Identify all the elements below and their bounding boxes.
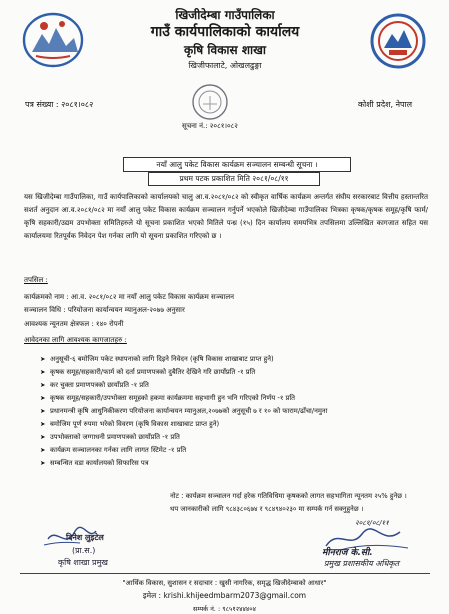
- list-item: ➤ कार्यक्रम सञ्चालनका गर्नका लागि लागत स्टिमेट -१ प्रति: [40, 444, 432, 457]
- notice-number: सूचना नं.: २०८१।०८२: [182, 122, 238, 130]
- province-location: कोशी प्रदेश, नेपाल: [358, 100, 413, 109]
- emblem-logo-left: [22, 12, 84, 68]
- documents-heading: आवेदनका लागि आवश्यक कागजातहरु :: [24, 336, 127, 344]
- signatory-right-designation: प्रमुख प्रशासकीय अधिकृत: [324, 559, 400, 568]
- footer-email: इमेल : krishi.khijeedmbarm2073@gmail.com: [142, 591, 307, 600]
- office-name: गाउँ कार्यपालिकाको कार्यालय: [150, 24, 300, 40]
- footer-phone: सम्पर्क नं. : ९८५१२४४४०४: [192, 605, 256, 613]
- list-item: ➤ कर चुक्ता प्रमाणपत्रको छायाँप्रति -१ प्रति: [40, 379, 432, 392]
- list-item: ➤ कृषक समूह/सहकारी/फार्म को दर्ता प्रमाणपत्रको दुबैतिर देखिने गरि छायाँप्रति -१ प्रति: [40, 366, 432, 379]
- section-name: कृषि विकास शाखा: [183, 43, 267, 57]
- list-item: ➤ कृषक समूह/सहकारी/उपभोक्ता समूहको हकमा कार्यक्रममा सहभागी हुन भनि गरिएको निर्णय -१ प्रति: [40, 392, 432, 405]
- footer-divider: [20, 573, 430, 574]
- signatory-left-rank: (प्रा.स.): [72, 546, 96, 555]
- cost-sharing-note: नोट : कार्यक्रम सञ्चालन गर्दा हरेक गतिविधिमा कृषकको लागत सहभागिता न्यूनतम २५% हुनेछ ।: [170, 492, 407, 500]
- documents-list: [40, 353, 432, 470]
- list-item: ➤ उपभोक्ताको जग्गाधनी प्रमाणपत्रको छायाँप्रति -१ प्रति: [40, 431, 432, 444]
- operation-method: सञ्चालन विधि : परियोजना कार्यान्वयन म्यानुअल-२०७७ अनुसार: [24, 306, 185, 314]
- office-address: खिजीफालाटे, ओखलढुङ्गा: [188, 61, 262, 70]
- signatory-left-name: दिनेश लुइटेल: [66, 533, 104, 542]
- emblem-logo-right: [369, 12, 427, 70]
- notice-title: नयाँ आलु पकेट विकास कार्यक्रम सञ्चालन सम्बन्धी सूचना ।: [123, 157, 351, 172]
- program-name: कार्यक्रमको नाम : आ.व. २०८१/०८२ मा नयाँ आलु पकेट विकास कार्यक्रम सञ्चालन: [24, 293, 235, 301]
- tapasil-heading: तपसिल :: [24, 276, 48, 284]
- contact-note: थप जानकारीको लागि ९८४३८०६७४ र ९८४९४०२३० मा सम्पर्क गर्न सक्नुहुनेछ ।: [170, 505, 364, 513]
- footer-slogan: "आर्थिक विकास, सुशासन र सदाचार : खुसी नागरिक, समृद्ध खिजीदेम्बाको आधार": [122, 579, 327, 587]
- signature-date: २०८१/०८/११: [355, 519, 389, 527]
- signatory-right-name: मीनराज के.सी.: [322, 548, 373, 558]
- list-item: ➤ बमोजिम पूर्ण रुपमा भरेको विवरण (कृषि विकास शाखाबाट प्राप्त हुने): [40, 418, 432, 431]
- municipality-name: खिजीदेम्बा गाउँपालिका: [175, 8, 275, 22]
- list-item: ➤ सम्बन्धित वडा कार्यालयको सिफारिस पत्र: [40, 457, 432, 470]
- signatory-left-designation: कृषि शाखा प्रमुख: [58, 558, 108, 567]
- publish-date: प्रथम पटक प्रकाशित मिति २०८१/०८/११: [148, 172, 320, 186]
- list-item: ➤ अनुसूची-६ बमोजिम पकेट स्थापनाको लागि दिइने निवेदन (कृषि विकास शाखाबाट प्राप्त हुने): [40, 353, 432, 366]
- letter-number: पत्र संख्या : २०८१।०८२: [25, 100, 94, 109]
- office-seal: [190, 82, 230, 122]
- minimum-area: आवश्यक न्यूनतम क्षेत्रफल : १४० रोपनी: [24, 320, 124, 328]
- notice-body: यस खिजीदेम्बा गाउँपालिका, गाउँ कार्यपालिकाको कार्यालयको चालु आ.व.२०८१/०८२ को स्वीकृत वार्षिक कार्यक्रम अन्तर्गत संघीय सरकारबाट वित्तीय हस्तान्तरित सशर्त अनुदान आ.व.२०८१/०८२ मा नयाँ आलु पकेट विकास कार्यक्रम सञ्चालन गर्नुपर्ने भएकोले खिजीदेम्बा गाउँपालिका भित्रका कृषक/कृषक समूह/कृषि फार्म/कृषि सहकारी/उद्यम उपभोक्ता समितिहरुले यो सूचना प्रकाशित भएको मितिले पन्ध्र (१५) दिन कार्यालय समयभित्र तपसिलमा उल्लिखित कागजात सहित यस कार्यालयमा रितपूर्वक निवेदन पेश गर्नका लागि यो सूचना प्रकाशित गरिएको छ ।: [24, 193, 428, 240]
- list-item: ➤ प्रधानमन्त्री कृषि आधुनिकीकरण परियोजना कार्यान्वयन म्यानुअल,२०७७को अनुसूची ७ र १० को फाराम/ढाँचा/नमुना: [40, 405, 432, 418]
